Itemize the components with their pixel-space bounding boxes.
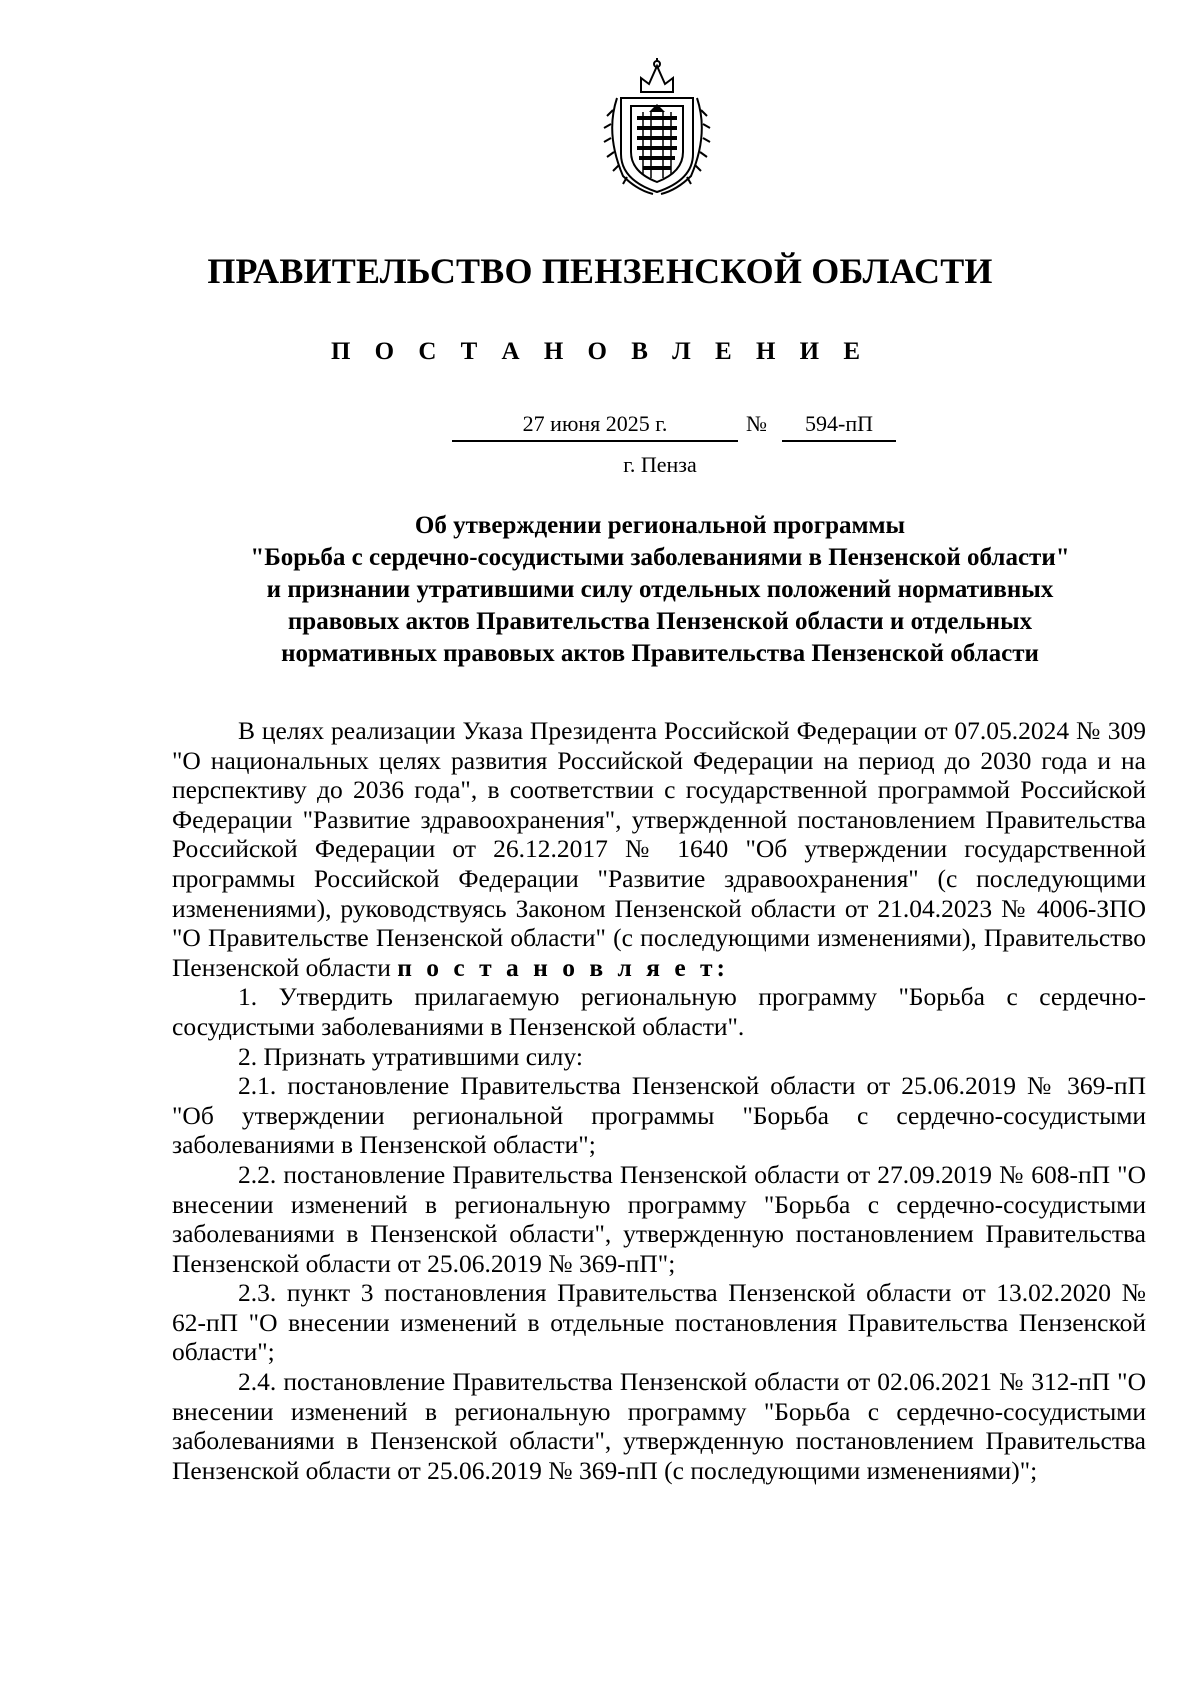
coat-of-arms-icon <box>603 58 711 198</box>
subject-line: Об утверждении региональной программы <box>414 512 906 539</box>
document-date: 27 июня 2025 г. <box>452 410 738 442</box>
document-subject <box>170 510 1150 670</box>
subject-line: "Борьба с сердечно-сосудистыми заболеваниями в Пензенской области" <box>250 544 1070 571</box>
subject-line: правовых актов Правительства Пензенской области и отдельных <box>287 608 1033 635</box>
preamble-text: В целях реализации Указа Президента Российской Федерации от 07.05.2024 № 309 "О национальных целях развития Российской Федерации на период до 2030 года и на перспективу до 2036 года", в соответствии с государственной программой Российской Федерации "Развитие здравоохранения", утвержденной постановлением Правительства Российской Федерации от 26.12.2017 № 1640 "Об утверждении государственной программы Российской Федерации "Развитие здравоохранения" (с последующими изменениями), руководствуясь Законом Пензенской области от 21.04.2023 № 4006-ЗПО "О Правительстве Пензенской области" (с последующими изменениями), Правительство Пензенской области <box>172 716 1146 982</box>
preamble-paragraph <box>172 716 1146 982</box>
item-paragraph: 1. Утвердить прилагаемую региональную программу "Борьба с сердечно-сосудистыми заболеваниями в Пензенской области". <box>172 982 1146 1041</box>
number-sign: № <box>746 411 767 436</box>
item-paragraph: 2.3. пункт 3 постановления Правительства Пензенской области от 13.02.2020 № 62-пП "О внесении изменений в отдельные постановления Правительства Пензенской области"; <box>172 1278 1146 1367</box>
resolves-keyword: п о с т а н о в л я е т: <box>397 952 730 982</box>
document-city: г. Пенза <box>623 452 697 477</box>
subject-line: и признании утратившими силу отдельных положений нормативных <box>266 576 1054 603</box>
document-number: 594-пП <box>782 410 896 442</box>
item-paragraph: 2.4. постановление Правительства Пензенской области от 02.06.2021 № 312-пП "О внесении изменений в региональную программу "Борьба с сердечно-сосудистыми заболеваниями в Пензенской области", утвержденную постановлением Правительства Пензенской области от 25.06.2019 № 369-пП (с последующими изменениями)"; <box>172 1367 1146 1485</box>
item-paragraph: 2. Признать утратившими силу: <box>238 1041 583 1071</box>
item-paragraph: 2.1. постановление Правительства Пензенской области от 25.06.2019 № 369-пП "Об утверждении региональной программы "Борьба с сердечно-сосудистыми заболеваниями в Пензенской области"; <box>172 1071 1146 1160</box>
item-paragraph: 2.2. постановление Правительства Пензенской области от 27.09.2019 № 608-пП "О внесении изменений в региональную программу "Борьба с сердечно-сосудистыми заболеваниями в Пензенской области", утвержденную постановлением Правительства Пензенской области от 25.06.2019 № 369-пП"; <box>172 1159 1146 1278</box>
government-title: ПРАВИТЕЛЬСТВО ПЕНЗЕНСКОЙ ОБЛАСТИ <box>207 251 993 291</box>
subject-line: нормативных правовых актов Правительства Пензенской области <box>281 640 1039 667</box>
document-body <box>172 716 1146 1485</box>
document-type: П О С Т А Н О В Л Е Н И Е <box>330 338 870 365</box>
